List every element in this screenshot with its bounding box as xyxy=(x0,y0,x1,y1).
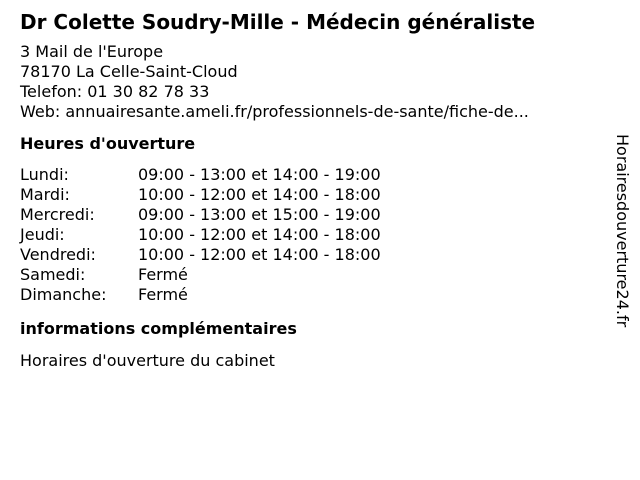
opening-hours-heading: Heures d'ouverture xyxy=(20,134,196,153)
brand-text: Horairesdouverture24.fr xyxy=(613,134,632,328)
hours-row-saturday xyxy=(20,265,600,285)
day-label: Vendredi: xyxy=(20,245,96,264)
time-value: Fermé xyxy=(138,265,188,284)
day-label: Mercredi: xyxy=(20,205,95,224)
time-value: 10:00 - 12:00 et 14:00 - 18:00 xyxy=(138,225,381,244)
time-value: 09:00 - 13:00 et 15:00 - 19:00 xyxy=(138,205,381,224)
time-value: 10:00 - 12:00 et 14:00 - 18:00 xyxy=(138,185,381,204)
hours-row-sunday xyxy=(20,285,600,305)
phone-text: Telefon: 01 30 82 78 33 xyxy=(20,82,210,101)
hours-row-friday xyxy=(20,245,600,265)
day-label: Samedi: xyxy=(20,265,86,284)
time-value: Fermé xyxy=(138,285,188,304)
hours-row-monday xyxy=(20,165,600,185)
brand-watermark xyxy=(612,134,632,344)
day-label: Dimanche: xyxy=(20,285,107,304)
hours-row-wednesday xyxy=(20,205,600,225)
address-line-city: 78170 La Celle-Saint-Cloud xyxy=(20,62,238,81)
hours-row-tuesday xyxy=(20,185,600,205)
page-title: Dr Colette Soudry-Mille - Médecin généraliste xyxy=(20,10,536,34)
day-label: Mardi: xyxy=(20,185,70,204)
additional-info-heading: informations complémentaires xyxy=(20,319,297,338)
additional-info-text: Horaires d'ouverture du cabinet xyxy=(20,351,275,370)
web-link[interactable]: Web: annuairesante.ameli.fr/professionnels-de-sante/fiche-de... xyxy=(20,102,529,121)
doctor-card xyxy=(20,10,600,371)
day-label: Jeudi: xyxy=(20,225,65,244)
day-label: Lundi: xyxy=(20,165,69,184)
time-value: 10:00 - 12:00 et 14:00 - 18:00 xyxy=(138,245,381,264)
opening-hours-table xyxy=(20,165,600,305)
address-line-street: 3 Mail de l'Europe xyxy=(20,42,164,61)
hours-row-thursday xyxy=(20,225,600,245)
time-value: 09:00 - 13:00 et 14:00 - 19:00 xyxy=(138,165,381,184)
